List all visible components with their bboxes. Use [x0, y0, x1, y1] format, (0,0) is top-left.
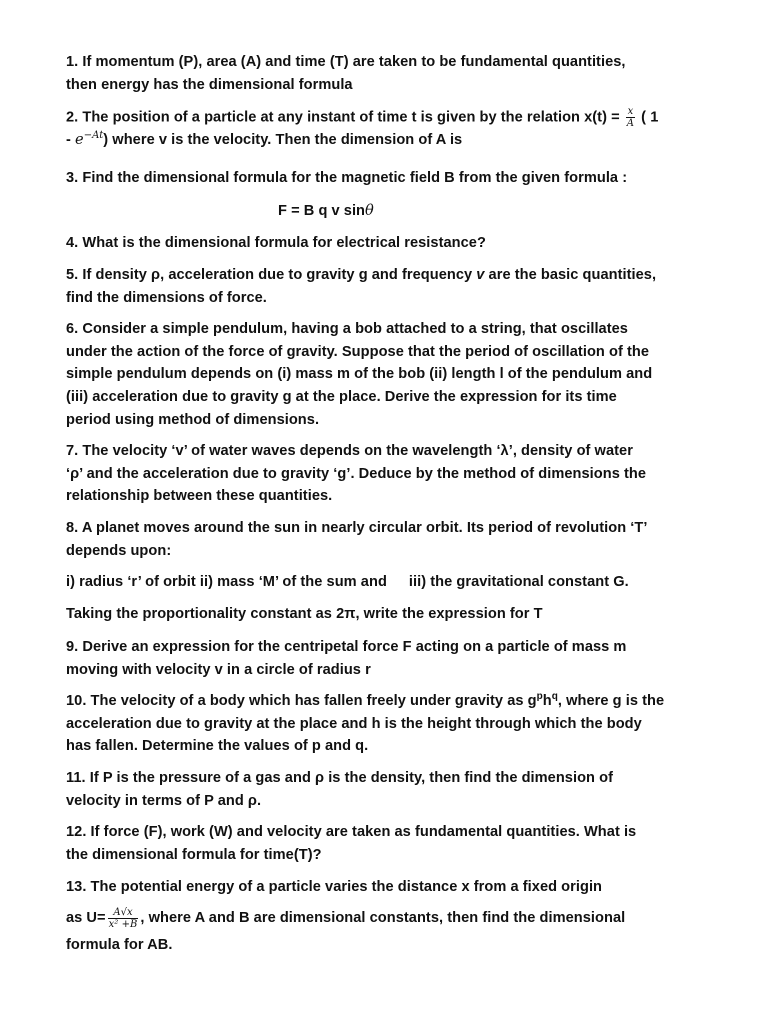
frequency-symbol: v	[476, 267, 485, 283]
question-5-text-b: are the basic quantities,	[484, 267, 657, 283]
fraction-numerator: A√x	[108, 907, 139, 919]
question-10-line-2: acceleration due to gravity at the place and h is the height through which the body	[66, 715, 642, 732]
question-8-line-3	[66, 571, 716, 594]
question-10-line-1	[66, 690, 716, 713]
question-13-end	[66, 934, 716, 957]
question-2	[66, 106, 716, 152]
question-3	[66, 167, 716, 190]
question-2-line-1	[66, 106, 716, 129]
question-11	[66, 767, 716, 812]
question-12	[66, 821, 716, 866]
question-10	[66, 690, 716, 758]
power-p: p	[536, 691, 543, 703]
question-13-line-2	[66, 904, 716, 932]
question-6-line-4: (iii) acceleration due to gravity g at the place. Derive the expression for its time	[66, 389, 617, 406]
question-9-line-1: 9. Derive an expression for the centripetal force F acting on a particle of mass m	[66, 639, 627, 655]
question-13-line-1: 13. The potential energy of a particle varies the distance x from a fixed origin	[66, 879, 603, 895]
question-6	[66, 318, 716, 432]
question-5-line-1	[66, 264, 716, 287]
question-1-line-1: 1. If momentum (P), area (A) and time (T) are taken to be fundamental quantities,	[66, 54, 626, 70]
question-1	[66, 51, 716, 96]
question-10-text-b: , where g is the	[557, 693, 665, 709]
question-1-line-2: then energy has the dimensional formula	[66, 76, 353, 93]
question-13-line-3: formula for AB.	[66, 937, 173, 953]
exponential-power: −At	[83, 130, 104, 142]
question-11-line-1: 11. If P is the pressure of a gas and ρ is the density, then find the dimension of	[66, 770, 613, 786]
question-2-text-b: ( 1	[637, 109, 659, 126]
height-symbol: h	[542, 693, 552, 709]
question-8-constant	[66, 603, 716, 626]
question-5	[66, 264, 716, 309]
question-7-line-2: ‘ρ’ and the acceleration due to gravity ‘g’. Deduce by the method of dimensions the	[66, 465, 647, 482]
question-8-line-4: Taking the proportionality constant as 2π, write the expression for T	[66, 606, 543, 622]
question-6-line-5: period using method of dimensions.	[66, 411, 320, 428]
fraction-denominator: x² +B	[108, 918, 138, 930]
question-7-line-1: 7. The velocity ‘v’ of water waves depends on the wavelength ‘λ’, density of water	[66, 443, 633, 459]
formula-theta: θ	[365, 202, 374, 219]
question-13-text-b: , where A and B are dimensional constants, then find the dimensional	[140, 910, 626, 926]
question-6-line-2: under the action of the force of gravity. Suppose that the period of oscillation of the	[66, 343, 649, 360]
question-2-line-2	[66, 129, 716, 152]
power-q: q	[551, 691, 558, 703]
formula-text: F = B q v sin	[278, 203, 366, 219]
question-8-conditions-b: iii) the gravitational constant G.	[408, 574, 629, 590]
question-6-line-3: simple pendulum depends on (i) mass m of the bob (ii) length l of the pendulum and	[66, 366, 653, 383]
fraction-potential-energy	[108, 907, 139, 930]
question-12-line-2: the dimensional formula for time(T)?	[66, 846, 322, 863]
question-10-line-3: has fallen. Determine the values of p and q.	[66, 738, 369, 755]
question-8	[66, 517, 716, 562]
fraction-denominator: A	[626, 118, 635, 129]
question-2-text-c: -	[66, 132, 76, 149]
question-13-formula-line	[66, 904, 716, 932]
fraction-numerator: x	[627, 106, 634, 117]
question-8-conditions-a: i) radius ‘r’ of orbit ii) mass ‘M’ of the sum and	[66, 574, 387, 590]
question-11-line-2: velocity in terms of P and ρ.	[66, 792, 262, 809]
question-4	[66, 232, 716, 255]
question-13	[66, 876, 716, 899]
question-8-conditions	[66, 571, 716, 594]
question-2-text-a: 2. The position of a particle at any instant of time t is given by the relation x(t) =	[66, 109, 624, 126]
question-5-line-2: find the dimensions of force.	[66, 289, 267, 306]
question-7-line-3: relationship between these quantities.	[66, 488, 333, 505]
question-3-line-1: 3. Find the dimensional formula for the magnetic field B from the given formula :	[66, 170, 628, 186]
question-8-line-1: 8. A planet moves around the sun in nearly circular orbit. Its period of revolution ‘T’	[66, 520, 648, 536]
question-9	[66, 636, 716, 681]
question-10-text-a: 10. The velocity of a body which has fallen freely under gravity as g	[66, 693, 537, 709]
question-6-line-1: 6. Consider a simple pendulum, having a bob attached to a string, that oscillates	[66, 321, 628, 337]
question-5-text-a: 5. If density ρ, acceleration due to gravity g and frequency	[66, 267, 477, 283]
question-7	[66, 440, 716, 508]
question-2-text-d: ) where v is the velocity. Then the dimension of A is	[103, 132, 463, 149]
question-12-line-1: 12. If force (F), work (W) and velocity are taken as fundamental quantities. What is	[66, 824, 637, 840]
question-9-line-2: moving with velocity v in a circle of radius r	[66, 661, 371, 678]
question-4-line-1: 4. What is the dimensional formula for electrical resistance?	[66, 235, 486, 251]
question-13-text-a: as U=	[66, 910, 106, 926]
magnetic-force-formula	[278, 200, 374, 223]
fraction-x-over-a	[626, 106, 635, 129]
exponential-base: e	[75, 131, 84, 149]
question-8-line-2: depends upon:	[66, 542, 172, 559]
